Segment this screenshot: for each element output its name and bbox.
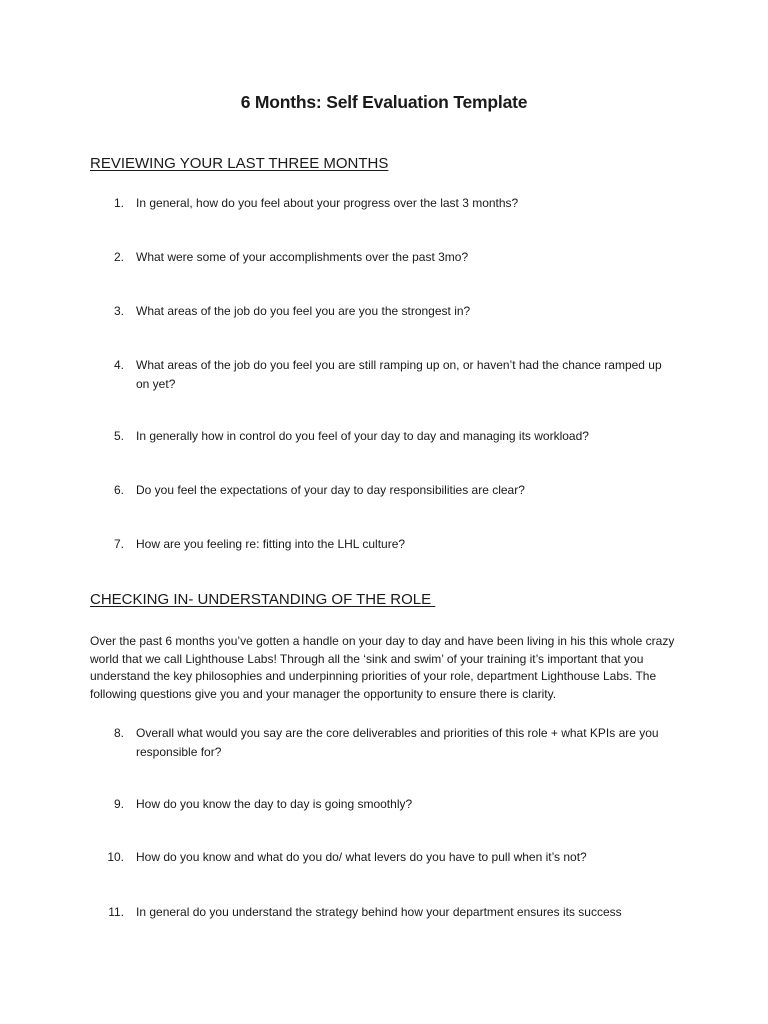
question-text: How do you know the day to day is going smoothly? (136, 797, 413, 811)
section-heading-reviewing: REVIEWING YOUR LAST THREE MONTHS (90, 155, 389, 172)
question-text: Overall what would you say are the core deliverables and priorities of this role + what KPIs are you responsible for? (136, 726, 659, 759)
question-number: 3. (113, 304, 124, 318)
section-heading-checking-in: CHECKING IN- UNDERSTANDING OF THE ROLE (90, 591, 436, 608)
section-intro-paragraph: Over the past 6 months you’ve gotten a handle on your day to day and have been living in his this whole crazy world that we call Lighthouse Labs! Through all the ‘sink and swim’ of your training it’s important that you understand the key philosophies and underpinning priorities of your role, department Lighthouse Labs. The following questions give you and your manager the opportunity to ensure there is clarity. (90, 634, 675, 701)
question-number: 9. (113, 797, 124, 811)
question-number: 10. (107, 850, 124, 864)
document-title: 6 Months: Self Evaluation Template (240, 92, 528, 112)
question-text: In generally how in control do you feel of your day to day and managing its workload? (136, 429, 589, 443)
question-number: 1. (113, 196, 124, 210)
question-number: 5. (113, 429, 124, 443)
question-text: What areas of the job do you feel you are you the strongest in? (136, 304, 471, 318)
question-text: How do you know and what do you do/ what levers do you have to pull when it’s not? (136, 850, 587, 864)
question-number: 6. (113, 483, 124, 497)
question-text: In general, how do you feel about your progress over the last 3 months? (136, 196, 519, 210)
question-number: 7. (113, 537, 124, 551)
question-number: 8. (113, 726, 124, 740)
question-number: 11. (108, 905, 124, 919)
question-text: In general do you understand the strategy behind how your department ensures its success (136, 905, 622, 919)
question-number: 2. (113, 250, 124, 264)
question-text: How are you feeling re: fitting into the LHL culture? (136, 537, 406, 551)
question-text: What were some of your accomplishments over the past 3mo? (136, 250, 469, 264)
question-text: Do you feel the expectations of your day to day responsibilities are clear? (136, 483, 525, 497)
question-number: 4. (113, 358, 124, 372)
question-text: What areas of the job do you feel you are still ramping up on, or haven’t had the chance ramped up on yet? (136, 358, 662, 391)
